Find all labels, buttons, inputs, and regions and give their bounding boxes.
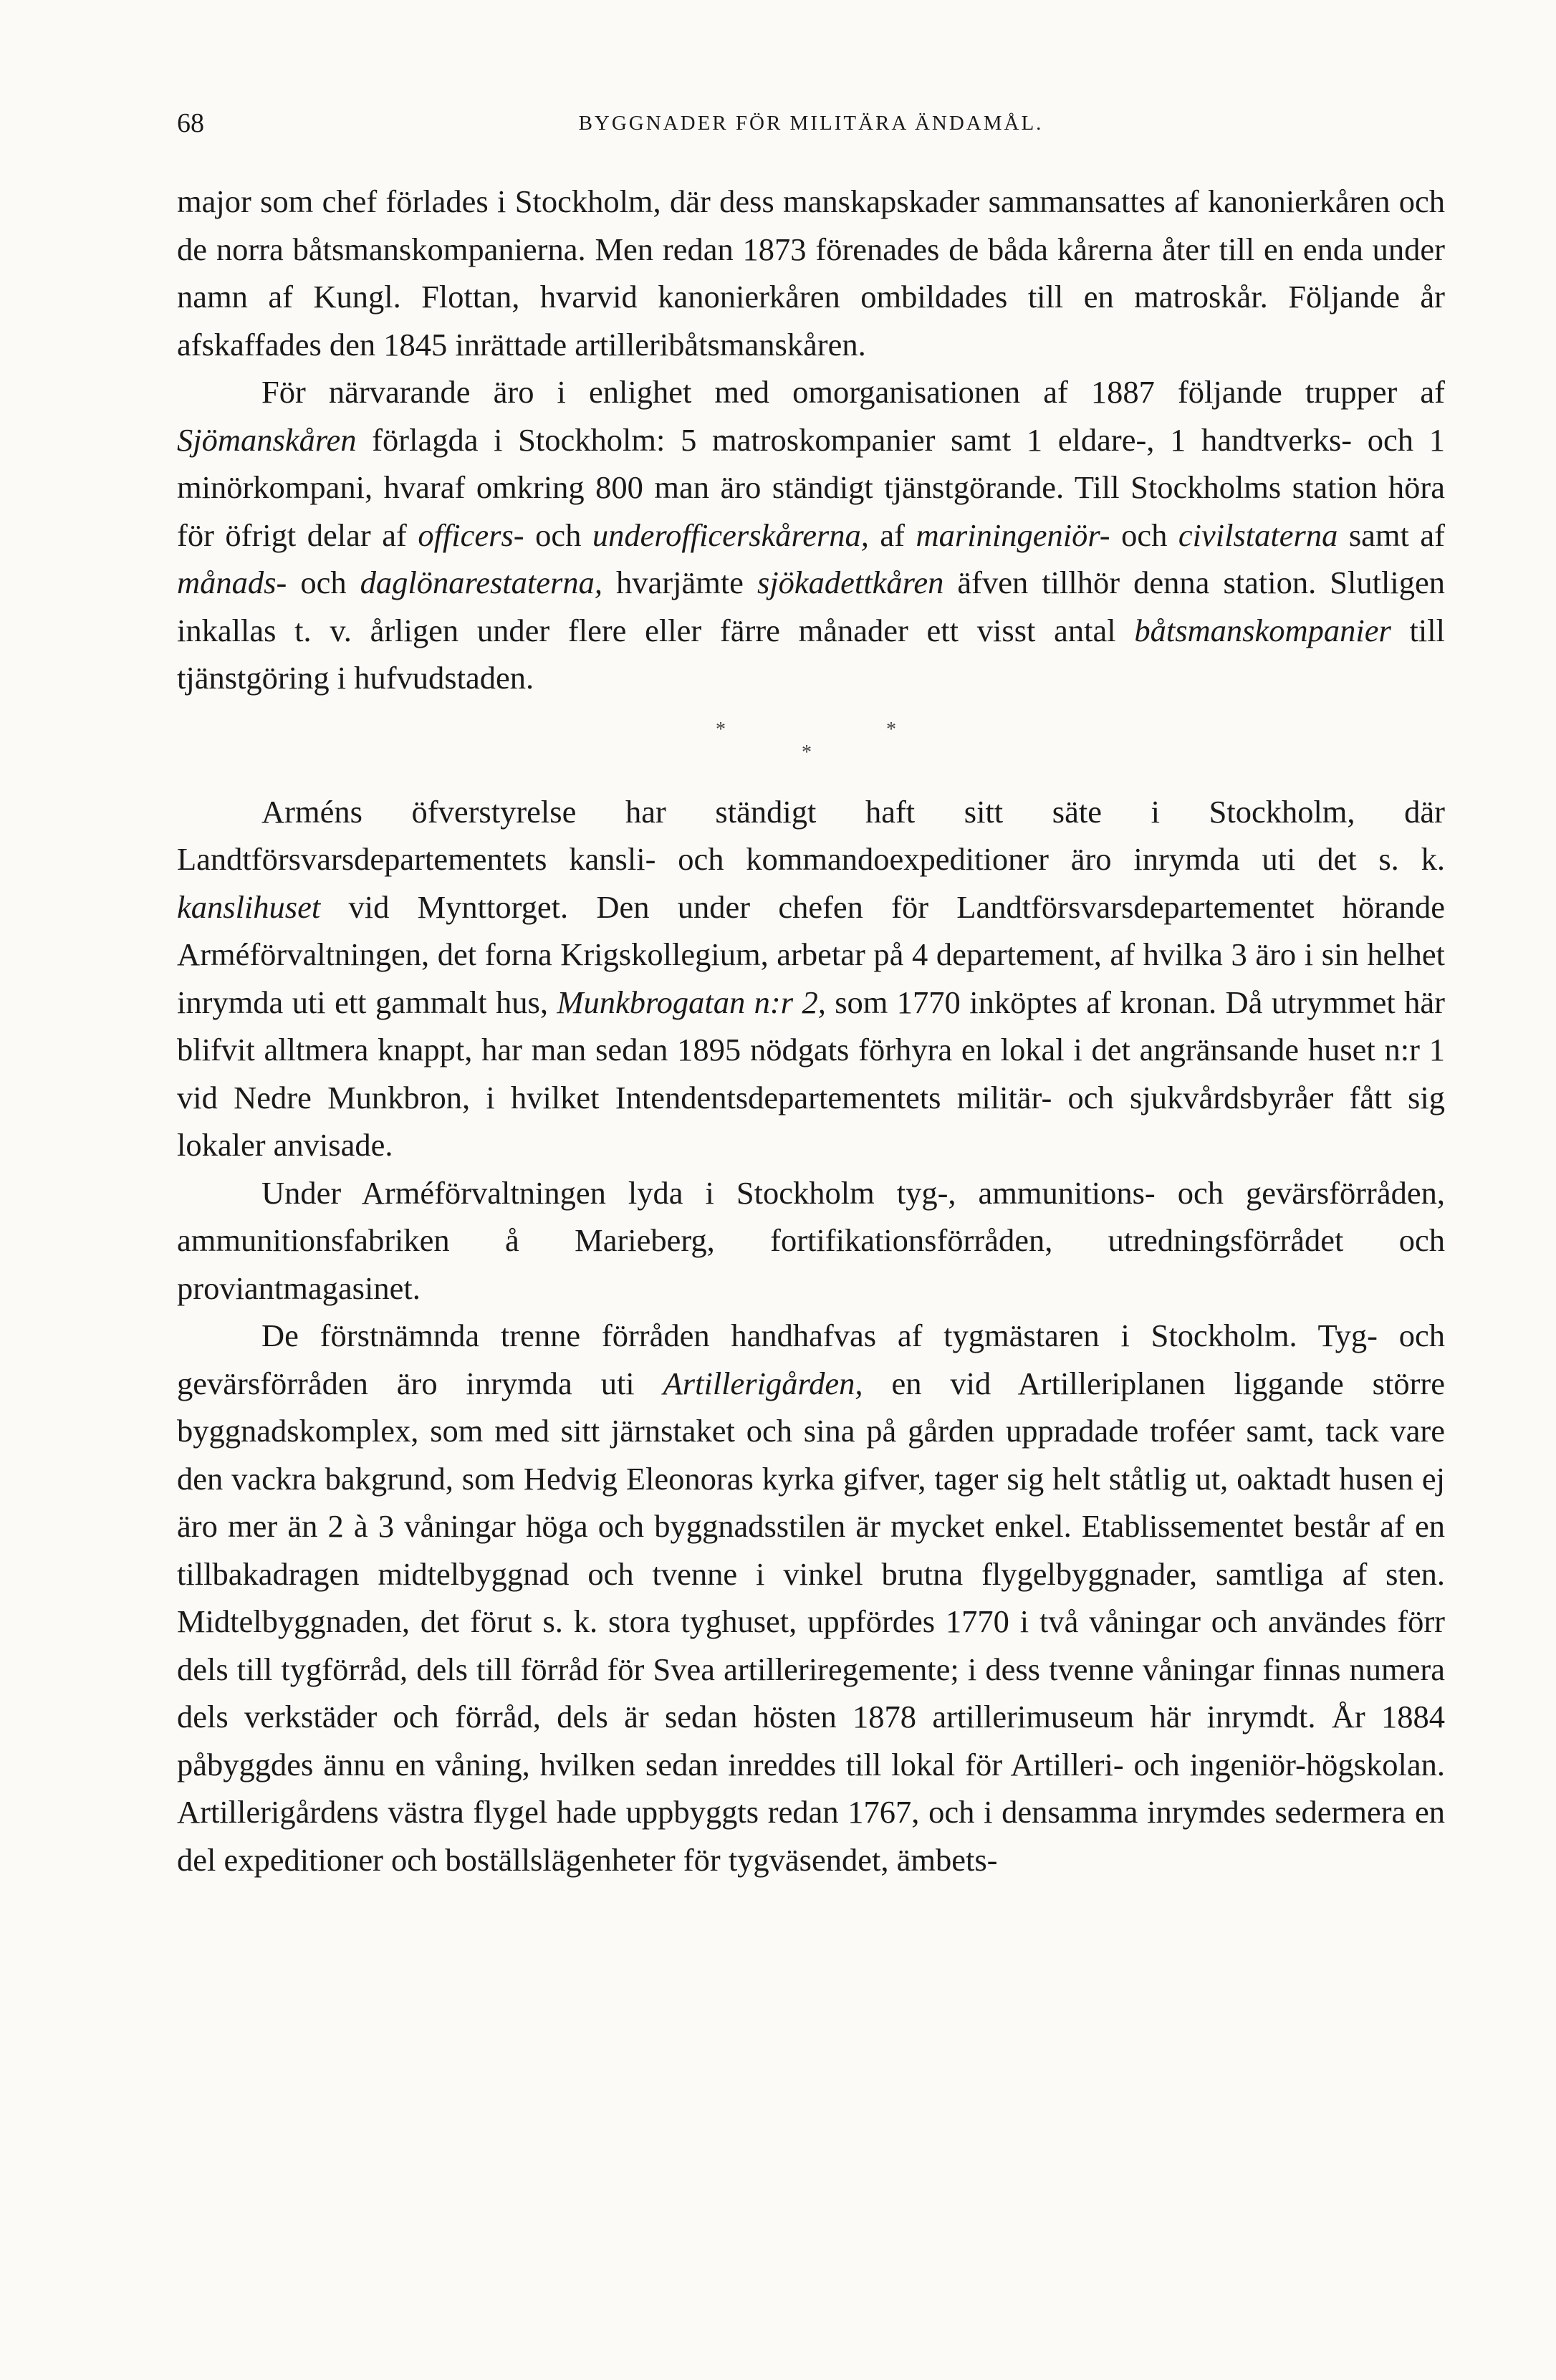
text-run: äfven tillhör denna station. Slutligen inkallas t. v. årligen under flere eller färre månader ett visst antal bbox=[177, 565, 1445, 648]
asterisk-mark: * bbox=[886, 718, 896, 741]
text-run: af bbox=[868, 517, 916, 553]
italic-term: underofficerskårerna, bbox=[592, 517, 869, 553]
italic-term: mariningeniör- bbox=[916, 517, 1110, 553]
italic-term: Artillerigården, bbox=[663, 1365, 863, 1401]
running-title: BYGGNADER FÖR MILITÄRA ÄNDAMÅL. bbox=[578, 112, 1044, 135]
italic-term: officers- bbox=[418, 517, 524, 553]
text-run: till tjänstgöring i hufvudstaden. bbox=[177, 612, 1445, 696]
document-page bbox=[177, 107, 1445, 1884]
text-run: förlagda i Stockholm: 5 matroskompanier samt 1 eldare-, 1 handtverks- och 1 minörkompani, hvaraf omkring 800 man äro ständigt tjänstgörande. Till Stockholms station höra för öfrigt delar af bbox=[177, 421, 1445, 553]
asterisk-mark: * bbox=[716, 718, 726, 741]
italic-term: båtsmanskompanier bbox=[1134, 612, 1391, 648]
text-run: en vid Artilleriplanen liggande större byggnadskomplex, som med sitt järnstaket och sina på gården uppradade troféer samt, tack vare den vackra bakgrund, som Hedvig Eleonoras kyrka gifver, tager sig helt ståtlig ut, oaktadt husen ej äro mer än 2 à 3 våningar höga och byggnadsstilen är mycket enkel. Etablissementet består af en tillbakadragen midtelbyggnad och tvenne i vinkel brutna flygelbyggnader, samtliga af sten. Midtelbyggnaden, det förut s. k. stora tyghuset, uppfördes 1770 i två våningar och användes förr dels till tygförråd, dels till förråd för Svea artilleriregemente; i dess tvenne våningar finnas numera dels verkstäder och förråd, dels är sedan hösten 1878 artillerimuseum här inrymdt. År 1884 påbyggdes ännu en våning, hvilken sedan inreddes till lokal för Artilleri- och ingeniör-högskolan. Artillerigårdens västra flygel hade uppbyggts redan 1767, och i densamma inrymdes sedermera en del expeditioner och boställslägenheter för tygväsendet, ämbets- bbox=[177, 1365, 1445, 1878]
text-run: som 1770 inköptes af kronan. Då utrymmet här blifvit alltmera knappt, har man sedan 1895 nödgats förhyra en lokal i det angränsande huset n:r 1 vid Nedre Munkbron, i hvilket Intendentsdepartementets militär- och sjukvårdsbyråer fått sig lokaler anvisade. bbox=[177, 984, 1445, 1163]
italic-term: månads- bbox=[177, 565, 287, 600]
italic-term: kanslihuset bbox=[177, 888, 321, 925]
text-run: Under Arméförvaltningen lyda i Stockholm tyg-, ammunitions- och gevärsförråden, ammunitionsfabriken å Marieberg, fortifikationsförråden, utredningsförrådet och proviantmagasinet. bbox=[177, 1174, 1445, 1306]
asterisk-mark: * bbox=[802, 741, 812, 764]
text-run: Arméns öfverstyrelse har ständigt haft sitt säte i Stockholm, där Landtförsvarsdepartementets kansli- och kommandoexpeditioner äro inrymda uti det s. k. bbox=[177, 793, 1445, 877]
paragraph-1 bbox=[177, 178, 1445, 368]
italic-term: sjökadettkåren bbox=[757, 565, 944, 600]
italic-term: civilstaterna bbox=[1178, 517, 1338, 553]
paragraph-2 bbox=[177, 368, 1445, 702]
italic-term: Sjömanskåren bbox=[177, 421, 357, 458]
text-run: samt af bbox=[1338, 517, 1445, 553]
section-separator bbox=[177, 702, 1445, 788]
italic-term: daglönarestaterna, bbox=[360, 565, 602, 600]
text-run: och bbox=[524, 517, 592, 553]
italic-term: Munkbrogatan n:r 2, bbox=[557, 984, 826, 1020]
text-run: och bbox=[287, 565, 360, 600]
body-text bbox=[177, 178, 1445, 1884]
page-number: 68 bbox=[177, 108, 204, 138]
text-run: De förstnämnda trenne förråden handhafvas af tygmästaren i Stockholm. Tyg- och gevärsförråden äro inrymda uti bbox=[177, 1318, 1445, 1401]
text-run: vid Mynttorget. Den under chefen för Landtförsvarsdepartementet hörande Arméförvaltningen, det forna Krigskollegium, arbetar på 4 departement, af hvilka 3 äro i sin helhet inrymda uti ett gammalt hus, bbox=[177, 888, 1445, 1020]
text-run: hvarjämte bbox=[602, 565, 757, 600]
paragraph-4 bbox=[177, 1169, 1445, 1313]
running-head bbox=[177, 107, 1445, 150]
paragraph-3 bbox=[177, 788, 1445, 1169]
text-run: major som chef förlades i Stockholm, där dess manskapskader sammansattes af kanonierkåren och de norra båtsmanskompanierna. Men redan 1873 förenades de båda kårerna åter till en enda under namn af Kungl. Flottan, hvarvid kanonierkåren ombildades till en matroskår. Följande år afskaffades den 1845 inrättade artilleribåtsmanskåren. bbox=[177, 183, 1445, 363]
text-run: och bbox=[1110, 517, 1178, 553]
text-run: För närvarande äro i enlighet med omorganisationen af 1887 följande trupper af bbox=[261, 374, 1445, 410]
paragraph-5 bbox=[177, 1312, 1445, 1884]
